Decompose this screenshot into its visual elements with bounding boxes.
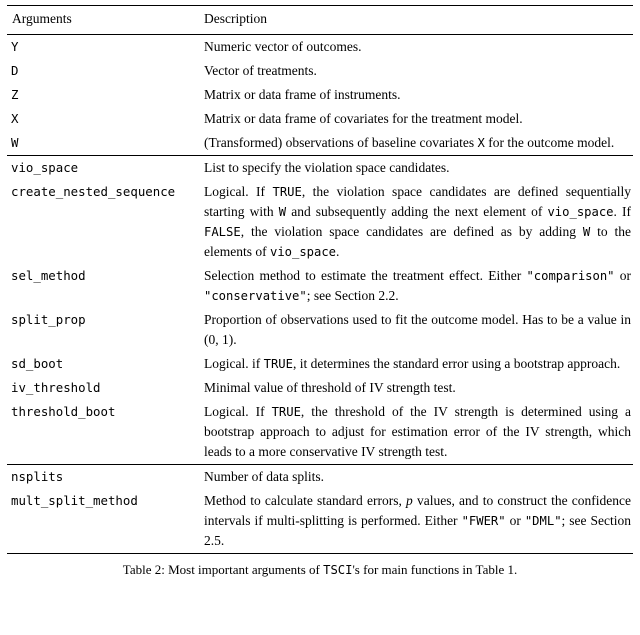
table-row [7,107,633,131]
argument-description [204,37,633,57]
description-text: , it determines the standard error using a bootstrap approach. [292,356,621,371]
table-row [7,489,633,553]
arguments-table [7,5,633,579]
argument-name: sel_method [11,268,86,283]
argument-description [204,310,633,350]
argument-name: threshold_boot [11,404,116,419]
description-text: Selection method to estimate the treatment effect. Either [204,268,527,283]
code-token: TRUE [271,405,301,419]
argument-name: D [11,63,19,78]
argument-name: W [11,135,19,150]
description-text: List to specify the violation space candidates. [204,160,450,175]
argument-name: Y [11,39,19,54]
table-row [7,308,633,352]
table-header-row [7,6,633,34]
description-text: Matrix or data frame of instruments. [204,87,401,102]
code-token: TSCI [323,563,353,577]
argument-description [204,402,633,462]
description-text: Number of data splits. [204,469,324,484]
table-row [7,352,633,376]
header-description: Description [204,11,267,26]
argument-description [204,491,633,551]
description-text: Method to calculate standard errors, [204,493,407,508]
header-arguments: Arguments [12,11,72,26]
argument-name: X [11,111,19,126]
argument-name: vio_space [11,160,79,175]
argument-name: mult_split_method [11,493,138,508]
argument-description [204,354,633,374]
description-text: Matrix or data frame of covariates for the treatment model. [204,111,523,126]
code-token: TRUE [263,357,293,371]
code-token: FALSE [204,225,241,239]
description-text: ; see Section 2.2. [306,288,399,303]
table-row [7,156,633,180]
table-row [7,59,633,83]
argument-name: create_nested_sequence [11,184,176,199]
description-text: Numeric vector of outcomes. [204,39,362,54]
table-bottom-rule [7,553,633,554]
table-caption [7,561,633,579]
argument-description [204,378,633,398]
description-text: ; see Section 2.5. [204,513,632,548]
argument-name: iv_threshold [11,380,101,395]
description-text: p [406,493,413,508]
description-text: Logical. If [204,184,273,199]
argument-name: nsplits [11,469,64,484]
table-row [7,83,633,107]
table-row [7,180,633,264]
description-text: or [614,268,632,283]
description-text: Proportion of observations used to fit the outcome model. Has to be a value in (0, 1). [204,312,631,347]
table-row [7,131,633,155]
code-token: "FWER" [461,514,506,528]
table-row [7,35,633,59]
description-text: Minimal value of threshold of IV strength test. [204,380,456,395]
table-body [7,35,633,553]
description-text: and subsequently adding the next element of [286,204,548,219]
argument-description [204,266,633,306]
description-text: . [336,244,340,259]
table-row [7,376,633,400]
description-text: to the elements of [204,224,631,259]
description-text: . If [613,204,631,219]
description-text: Logical. If [204,404,272,419]
caption-text: 's for main functions in Table 1. [352,562,518,577]
description-text: , the violation space candidates are defined as by adding [240,224,583,239]
description-text: , the threshold of the IV strength is determined using a bootstrap approach to adjust for estimation error of the IV strength, which leads to a more conservative IV strength test. [204,404,631,459]
caption-text: Table 2: Most important arguments of [122,562,324,577]
argument-description [204,109,633,129]
argument-name: split_prop [11,312,86,327]
argument-description [204,133,633,153]
table-row [7,465,633,489]
table-row [7,264,633,308]
description-text: Vector of treatments. [204,63,317,78]
description-text: (Transformed) observations of baseline covariates [204,135,478,150]
description-text: values, and to construct the confidence intervals if multi-splitting is performed. Either [204,493,631,528]
code-token: W [582,225,591,239]
code-token: W [278,205,287,219]
argument-name: sd_boot [11,356,64,371]
description-text: for the outcome model. [484,135,615,150]
code-token: "DML" [524,514,562,528]
description-text: Logical. if [204,356,264,371]
argument-description [204,158,633,178]
code-token: X [477,136,485,150]
code-token: vio_space [547,205,614,219]
description-text: , the violation space candidates are defined sequentially starting with [204,184,631,219]
argument-description [204,61,633,81]
argument-description [204,182,633,262]
code-token: "comparison" [526,269,615,283]
argument-description [204,85,633,105]
description-text: or [505,513,525,528]
argument-name: Z [11,87,19,102]
argument-description [204,467,633,487]
code-token: "conservative" [204,289,307,303]
code-token: TRUE [272,185,302,199]
code-token: vio_space [269,245,337,259]
table-row [7,400,633,464]
